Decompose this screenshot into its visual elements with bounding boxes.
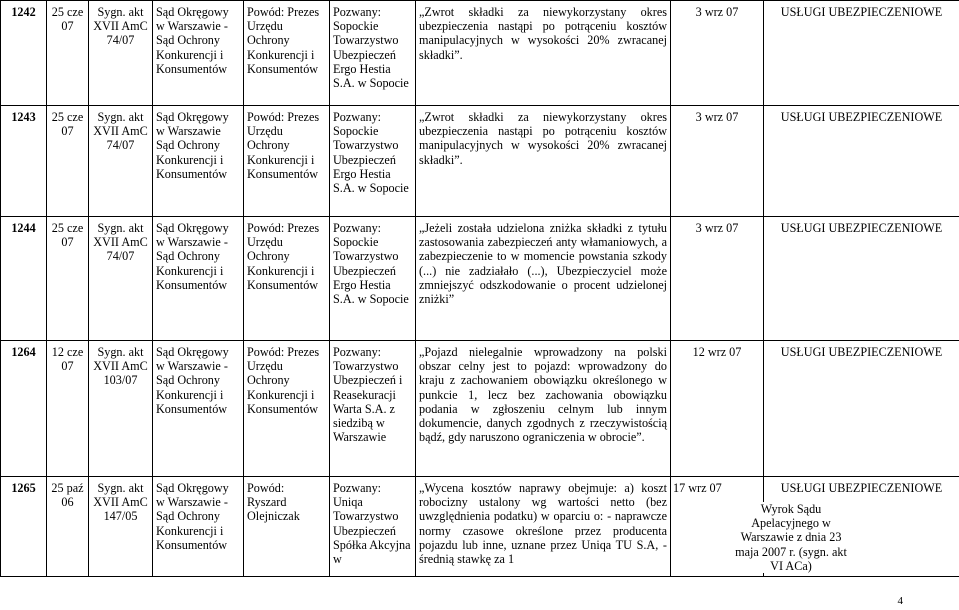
case-signature: Sygn. akt XVII AmC 74/07: [89, 217, 153, 341]
plaintiff: Powód: Prezes Urzędu Ochrony Konkurencji i Konsumentów: [244, 341, 330, 477]
entry-number: 1244: [1, 217, 47, 341]
table-row: [1, 341, 959, 477]
case-signature: Sygn. akt XVII AmC 74/07: [89, 1, 153, 106]
case-signature: Sygn. akt XVII AmC 74/07: [89, 106, 153, 217]
defendant: Pozwany: Sopockie Towarzystwo Ubezpieczeń Ergo Hestia S.A. w Sopocie: [330, 106, 416, 217]
court-name: Sąd Okręgowy w Warszawie Sąd Ochrony Konkurencji i Konsumentów: [153, 106, 244, 217]
defendant: Pozwany: Towarzystwo Ubezpieczeń i Reasekuracji Warta S.A. z siedzibą w Warszawie: [330, 341, 416, 477]
industry: USŁUGI UBEZPIECZENIOWE: [764, 477, 959, 577]
court-name: Sąd Okręgowy w Warszawie - Sąd Ochrony Konkurencji i Konsumentów: [153, 341, 244, 477]
defendant: Pozwany: Uniqa Towarzystwo Ubezpieczeń Spółka Akcyjna w: [330, 477, 416, 577]
clause-text: „Pojazd nielegalnie wprowadzony na polski obszar celny jest to pojazd: wprowadzony do kraju z zachowaniem obowiązku określonego w punkcie 1, lecz bez zachowania obowiązku podania w zgłoszeniu celnym lub innym dokumencie, danych zgodnych z rzeczywistością bądź, gdy naruszono ograniczenia w obrocie”.: [416, 341, 671, 477]
entry-number: 1243: [1, 106, 47, 217]
court-name: Sąd Okręgowy w Warszawie - Sąd Ochrony Konkurencji i Konsumentów: [153, 1, 244, 106]
table-row: [1, 106, 959, 217]
table-row: [1, 217, 959, 341]
appeal-note: Wyrok Sądu Apelacyjnego w Warszawie z dnia 23 maja 2007 r. (sygn. akt VI ACa): [732, 502, 850, 573]
entry-number: 1264: [1, 341, 47, 477]
entry-date: 3 wrz 07: [671, 217, 764, 341]
plaintiff: Powód: Prezes Urzędu Ochrony Konkurencji i Konsumentów: [244, 1, 330, 106]
plaintiff: Powód: Ryszard Olejniczak: [244, 477, 330, 577]
entry-date: 3 wrz 07: [671, 106, 764, 217]
case-signature: Sygn. akt XVII AmC 147/05: [89, 477, 153, 577]
industry: USŁUGI UBEZPIECZENIOWE: [764, 341, 959, 477]
clause-text: „Wycena kosztów naprawy obejmuje: a) koszt robocizny ustalony wg wartości netto (bez uwzględnienia podatku) w oparciu o: - naprawcze normy czasowe określone przez producenta pojazdu lub inne, uznane przez Uniqa TU S.A, - średnią stawkę za 1: [416, 477, 671, 577]
entry-date: 17 wrz 07: [673, 481, 722, 495]
plaintiff: Powód: Prezes Urzędu Ochrony Konkurencji i Konsumentów: [244, 106, 330, 217]
clause-text: „Jeżeli została udzielona zniżka składki z tytułu zastosowania zabezpieczeń anty włamaniowych, a zabezpieczenie to w momencie powstania szkody (...) nie zadziałało (...), Ubezpieczyciel może zmniejszyć odszkodowanie o procent udzielonej zniżki”: [416, 217, 671, 341]
industry: USŁUGI UBEZPIECZENIOWE: [764, 1, 959, 106]
entry-date: 12 wrz 07: [671, 341, 764, 477]
table-row: [1, 1, 959, 106]
court-name: Sąd Okręgowy w Warszawie - Sąd Ochrony Konkurencji i Konsumentów: [153, 477, 244, 577]
entry-number: 1242: [1, 1, 47, 106]
case-signature: Sygn. akt XVII AmC 103/07: [89, 341, 153, 477]
clause-text: „Zwrot składki za niewykorzystany okres ubezpieczenia nastąpi po potrąceniu kosztów manipulacyjnych w wysokości 20% zwracanej składki”.: [416, 106, 671, 217]
plaintiff: Powód: Prezes Urzędu Ochrony Konkurencji i Konsumentów: [244, 217, 330, 341]
court-name: Sąd Okręgowy w Warszawie - Sąd Ochrony Konkurencji i Konsumentów: [153, 217, 244, 341]
judgment-date: 25 cze 07: [47, 1, 89, 106]
page-number: 4: [897, 594, 903, 607]
judgment-date: 25 cze 07: [47, 217, 89, 341]
judgment-date: 25 cze 07: [47, 106, 89, 217]
defendant: Pozwany: Sopockie Towarzystwo Ubezpieczeń Ergo Hestia S.A. w Sopocie: [330, 1, 416, 106]
judgment-date: 12 cze 07: [47, 341, 89, 477]
entry-date: 3 wrz 07: [671, 1, 764, 106]
entry-number: 1265: [1, 477, 47, 577]
clause-text: „Zwrot składki za niewykorzystany okres ubezpieczenia nastąpi po potrąceniu kosztów manipulacyjnych w wysokości 20% zwracanej składki”.: [416, 1, 671, 106]
industry: USŁUGI UBEZPIECZENIOWE: [764, 217, 959, 341]
industry: USŁUGI UBEZPIECZENIOWE: [764, 106, 959, 217]
defendant: Pozwany: Sopockie Towarzystwo Ubezpieczeń Ergo Hestia S.A. w Sopocie: [330, 217, 416, 341]
judgment-date: 25 paź 06: [47, 477, 89, 577]
